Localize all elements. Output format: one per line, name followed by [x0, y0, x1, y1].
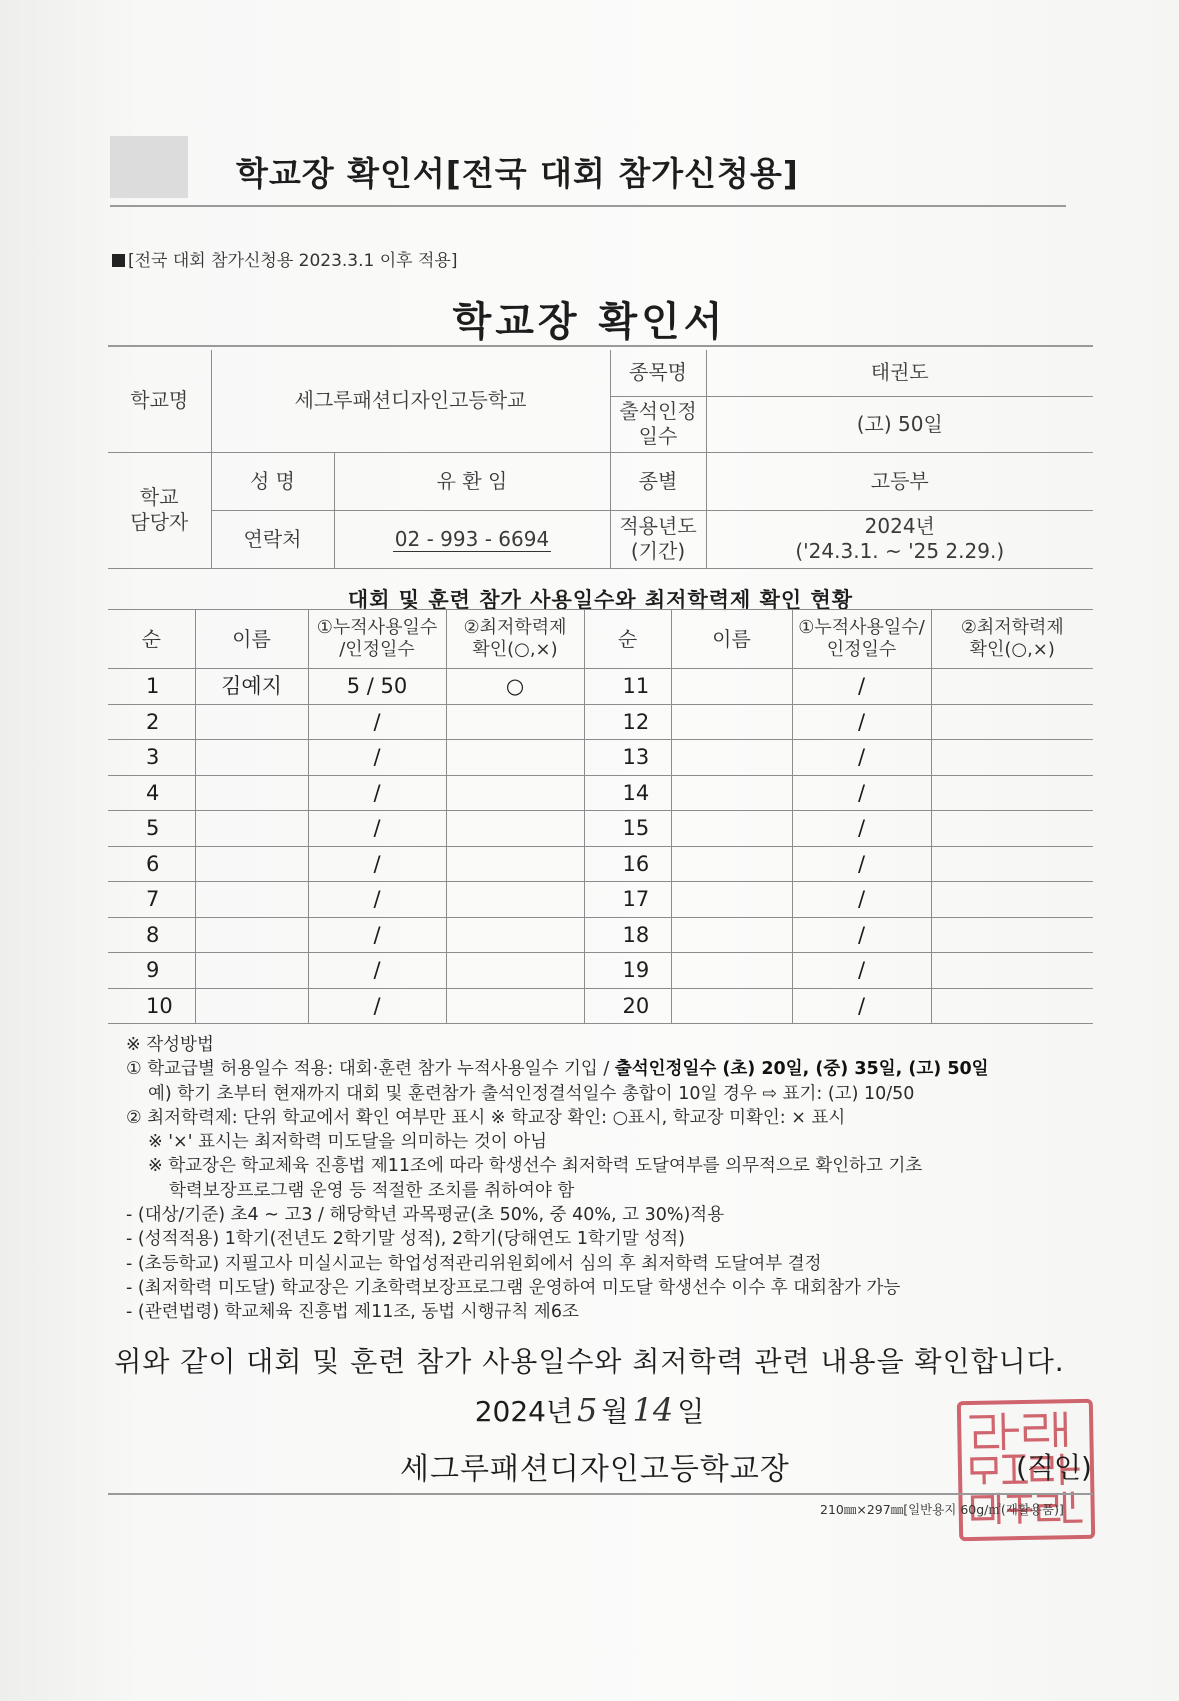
manager-label: 학교 담당자 — [108, 452, 211, 568]
name-label: 성 명 — [211, 452, 334, 510]
document-title: 학교장 확인서 — [452, 299, 727, 345]
event-value: 태권도 — [706, 350, 1093, 396]
name-value: 유 환 임 — [334, 452, 610, 510]
section-title: 대회 및 훈련 참가 사용일수와 최저학력제 확인 현황 — [347, 588, 854, 612]
header-rule — [110, 205, 1066, 207]
col-header-check-right: ②최저학력제 확인(○,×) — [931, 610, 1093, 669]
participation-table — [108, 609, 1093, 1024]
school-name-value: 세그루패션디자인고등학교 — [211, 350, 610, 452]
header-title: 학교장 확인서[전국 대회 참가신청용] — [236, 154, 799, 193]
attendance-days-label: 출석인정 일수 — [610, 396, 706, 452]
event-label: 종목명 — [610, 350, 706, 396]
contact-value: 02 - 993 - 6694 — [334, 510, 610, 568]
table-row: 4 / 14 / — [108, 775, 1093, 811]
table-header-row — [108, 610, 1093, 669]
table-row: 3 / 13 / — [108, 740, 1093, 776]
instruction-line: ① 학교급별 허용일수 적용: 대회·훈련 참가 누적사용일수 기입 / 출석인정일수 (초) 20일, (중) 35일, (고) 50일 — [126, 1059, 989, 1080]
seal-label: (직인) — [1016, 1451, 1092, 1484]
contact-label: 연락처 — [211, 510, 334, 568]
attendance-days-value: (고) 50일 — [706, 396, 1093, 452]
instructions — [126, 1033, 1106, 1325]
applicability-note-text: [전국 대회 참가신청용 2023.3.1 이후 적용] — [128, 251, 458, 271]
applicability-note — [112, 246, 457, 271]
principal-signature-line: 세그루패션디자인고등학교장 — [400, 1452, 790, 1487]
paper-spec-footer: 210㎜×297㎜[일반용지 60g/㎡(재활용품)] — [820, 1502, 1064, 1517]
instructions-heading: ※ 작성방법 — [126, 1035, 214, 1055]
col-header-check-left: ②최저학력제 확인(○,×) — [446, 610, 584, 669]
handwritten-day: 14 — [632, 1391, 674, 1429]
col-header-name-right: 이름 — [671, 610, 792, 669]
table-row: 9 / 19 / — [108, 953, 1093, 989]
school-info-table — [108, 350, 1093, 569]
instruction-line: 예) 학기 초부터 현재까지 대회 및 훈련참가 출석인정결석일수 총합이 10일 경우 ⇨ 표기: (고) 10/50 — [148, 1083, 915, 1104]
header-tab-marker — [110, 136, 188, 198]
table-row: 2 / 12 / — [108, 704, 1093, 740]
instruction-line: - (대상/기준) 초4 ~ 고3 / 해당학년 과목평균(초 50%, 중 40%, 고 30%)적용 — [126, 1205, 725, 1226]
table-row: 6 / 16 / — [108, 846, 1093, 882]
table-row: 1 김예지 5 / 50 ○ 11 / — [108, 669, 1093, 705]
table-row: 5 / 15 / — [108, 811, 1093, 847]
division-value: 고등부 — [706, 452, 1093, 510]
handwritten-month: 5 — [577, 1391, 598, 1429]
instruction-line: - (성적적용) 1학기(전년도 2학기말 성적), 2학기(당해연도 1학기말 성적) — [126, 1229, 685, 1250]
col-header-days-right: ①누적사용일수/ 인정일수 — [792, 610, 931, 669]
signing-date: 2024년 5 월 14 일 — [474, 1391, 705, 1429]
square-bullet-icon — [112, 254, 125, 267]
school-name-label: 학교명 — [108, 350, 211, 452]
col-header-no-right: 순 — [584, 610, 671, 669]
year-label: 적용년도 (기간) — [610, 510, 706, 568]
col-header-name-left: 이름 — [195, 610, 308, 669]
division-label: 종별 — [610, 452, 706, 510]
title-rule — [108, 345, 1093, 347]
instruction-line: - (초등학교) 지필고사 미실시교는 학업성적관리위원회에서 심의 후 최저학력 도달여부 결정 — [126, 1253, 822, 1274]
bottom-rule — [108, 1493, 1093, 1495]
instruction-line: ② 최저학력제: 단위 학교에서 확인 여부만 표시 ※ 학교장 확인: ○표시, 학교장 미확인: × 표시 — [126, 1107, 846, 1128]
instruction-line: 학력보장프로그램 운영 등 적절한 조치를 취하여야 함 — [169, 1180, 575, 1201]
instruction-line: ※ '×' 표시는 최저학력 미도달을 의미하는 것이 아님 — [148, 1132, 548, 1153]
year-value: 2024년 ('24.3.1. ~ '25 2.29.) — [706, 510, 1093, 568]
col-header-days-left: ①누적사용일수 /인정일수 — [308, 610, 446, 669]
table-row: 10 / 20 / — [108, 988, 1093, 1024]
instruction-line: - (관련법령) 학교체육 진흥법 제11조, 동법 시행규칙 제6조 — [126, 1302, 579, 1323]
attendance-days-rule: 출석인정일수 (초) 20일, (중) 35일, (고) 50일 — [614, 1059, 989, 1080]
table-row: 7 / 17 / — [108, 882, 1093, 918]
col-header-no-left: 순 — [108, 610, 195, 669]
instruction-line: ※ 학교장은 학교체육 진흥법 제11조에 따라 학생선수 최저학력 도달여부를 의무적으로 확인하고 기초 — [148, 1156, 923, 1177]
table-row: 8 / 18 / — [108, 917, 1093, 953]
instruction-line: - (최저학력 미도달) 학교장은 기초학력보장프로그램 운영하여 미도달 학생선수 이수 후 대회참가 가능 — [126, 1277, 901, 1298]
confirmation-statement: 위와 같이 대회 및 훈련 참가 사용일수와 최저학력 관련 내용을 확인합니다. — [114, 1345, 1065, 1378]
